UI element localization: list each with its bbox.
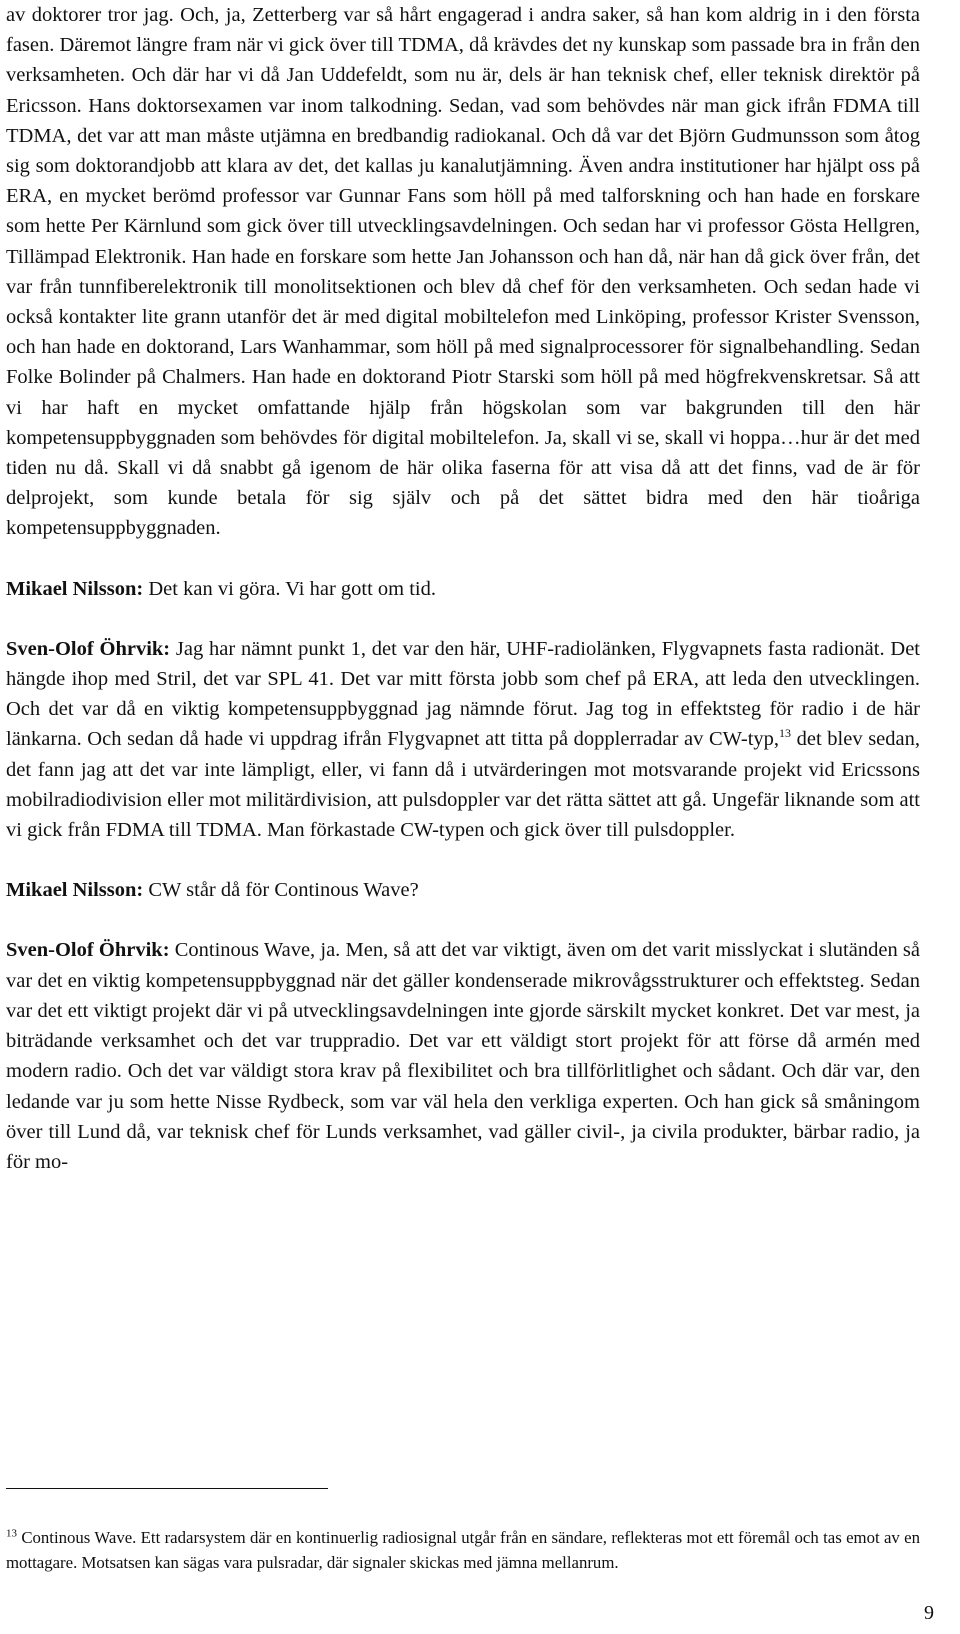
paragraph-narrative bbox=[6, 0, 920, 544]
paragraph-text: Jag har nämnt punkt 1, det var den här, UHF-radiolänken, Flygvapnets fasta radionät. Det hängde ihop med Stril, det var SPL 41. Det var mitt första jobb som chef på ERA, att leda den utvecklingen. Och det var då en viktig kompetensuppbyggnad jag nämnde förut. Jag tog in effektsteg för radio i de här länkarna. Och sedan då hade vi uppdrag ifrån Flygvapnet att titta på dopplerradar av CW-typ, bbox=[6, 637, 920, 751]
speaker-name: Sven-Olof Öhrvik: bbox=[6, 637, 171, 660]
paragraph-dialogue-3 bbox=[6, 875, 920, 905]
paragraph-text: av doktorer tror jag. Och, ja, Zetterberg var så hårt engagerad i andra saker, så han kom aldrig in i den första fasen. Däremot längre fram när vi gick över till TDMA, då krävdes det ny kunskap som passade bra in från den verksamheten. Och där har vi då Jan Uddefeldt, som nu är, dels är han teknisk chef, eller teknisk direktör på Ericsson. Hans doktorsexamen var inom talkodning. Sedan, vad som behövdes när man gick ifrån FDMA till TDMA, det var att man måste utjämna en bredbandig radiokanal. Och då var det Björn Gudmunsson som åtog sig som doktorandjobb att klara av det, det kallas ju kanalutjämning. Även andra institutioner har hjälpt oss på ERA, en mycket berömd professor var Gunnar Fans som höll på med talforskning och han hade en forskare som hette Per Kärnlund som gick över till utvecklingsavdelningen. Och sedan har vi professor Gösta Hellgren, Tillämpad Elektronik. Han hade en forskare som hette Jan Johansson och han då, när han då gick över från, det var från tunnfiberelektronik till monolitsektionen och blev då chef för den verksamheten. Och sedan hade vi också kontakter lite grann utanför det är med digital mobiltelefon med Linköping, professor Krister Svensson, och han hade en doktorand, Lars Wanhammar, som höll på med signalprocessorer för signalbehandling. Sedan Folke Bolinder på Chalmers. Han hade en doktorand Piotr Starski som höll på med högfrekvenskretsar. Så att vi har haft en mycket omfattande hjälp från högskolan som var bakgrunden till den här kompetensuppbyggnaden som behövdes för digital mobiltelefon. Ja, skall vi se, skall vi hoppa…hur är det med tiden nu då. Skall vi då snabbt gå igenom de här olika faserna för att visa då att det finns, vad de är för delprojekt, som kunde betala för sig själv och på det sättet bidra med den här tioåriga kompetensuppbyggnaden. bbox=[6, 4, 920, 540]
paragraph-dialogue-4 bbox=[6, 935, 920, 1177]
paragraph-dialogue-1 bbox=[6, 574, 920, 604]
paragraph-text: Continous Wave, ja. Men, så att det var viktigt, även om det varit misslyckat i slutänden så var det en viktig kompetensuppbyggnad när det gäller kondenserade mikrovågsstrukturer och effektsteg. Sedan var det ett viktigt projekt där vi på utvecklingsavdelningen inte gjorde särskilt mycket konkret. Det var mest, ja biträdande verksamhet och det var truppradio. Det var ett väldigt stort projekt för att förse då armén med modern radio. Och det var väldigt stora krav på flexibilitet och bra tillförlitlighet och sådant. Och där var, den ledande var ju som hette Nisse Rydbeck, som var väl hela den verkliga experten. Och han gick så småningom över till Lund då, var teknisk chef för Lunds verksamhet, vad gäller civil-, ja civila produkter, bärbar radio, ja för mo- bbox=[6, 939, 920, 1173]
footnote-reference[interactable]: 13 bbox=[779, 726, 792, 741]
document-page bbox=[6, 0, 920, 1177]
page-number: 9 bbox=[924, 1602, 934, 1624]
footnote-text: Continous Wave. Ett radarsystem där en kontinuerlig radiosignal utgår från en sändare, reflekteras mot ett föremål och tas emot av en mottagare. Motsatsen kan sägas vara pulsradar, där signaler skickas med jämna mellanrum. bbox=[6, 1528, 920, 1572]
paragraph-text: Det kan vi göra. Vi har gott om tid. bbox=[143, 577, 436, 600]
footnote-number: 13 bbox=[6, 1527, 17, 1540]
speaker-name: Mikael Nilsson: bbox=[6, 879, 144, 902]
footnote-divider bbox=[6, 1488, 328, 1489]
speaker-name: Mikael Nilsson: bbox=[6, 577, 144, 600]
paragraph-dialogue-2 bbox=[6, 634, 920, 845]
paragraph-text: CW står då för Continous Wave? bbox=[143, 879, 419, 902]
footnote bbox=[6, 1525, 920, 1575]
paragraph-text: det blev sedan, det fann jag att det var inte lämpligt, eller, vi fann då i utvärderingen mot motsvarande projekt vid Ericssons mobilradiodivision eller mot militärdivision, att pulsdoppler var det rätta sättet att gå. Ungefär liknande som att vi gick från FDMA till TDMA. Man förkastade CW-typen och gick över till pulsdoppler. bbox=[6, 728, 920, 842]
speaker-name: Sven-Olof Öhrvik: bbox=[6, 939, 170, 962]
